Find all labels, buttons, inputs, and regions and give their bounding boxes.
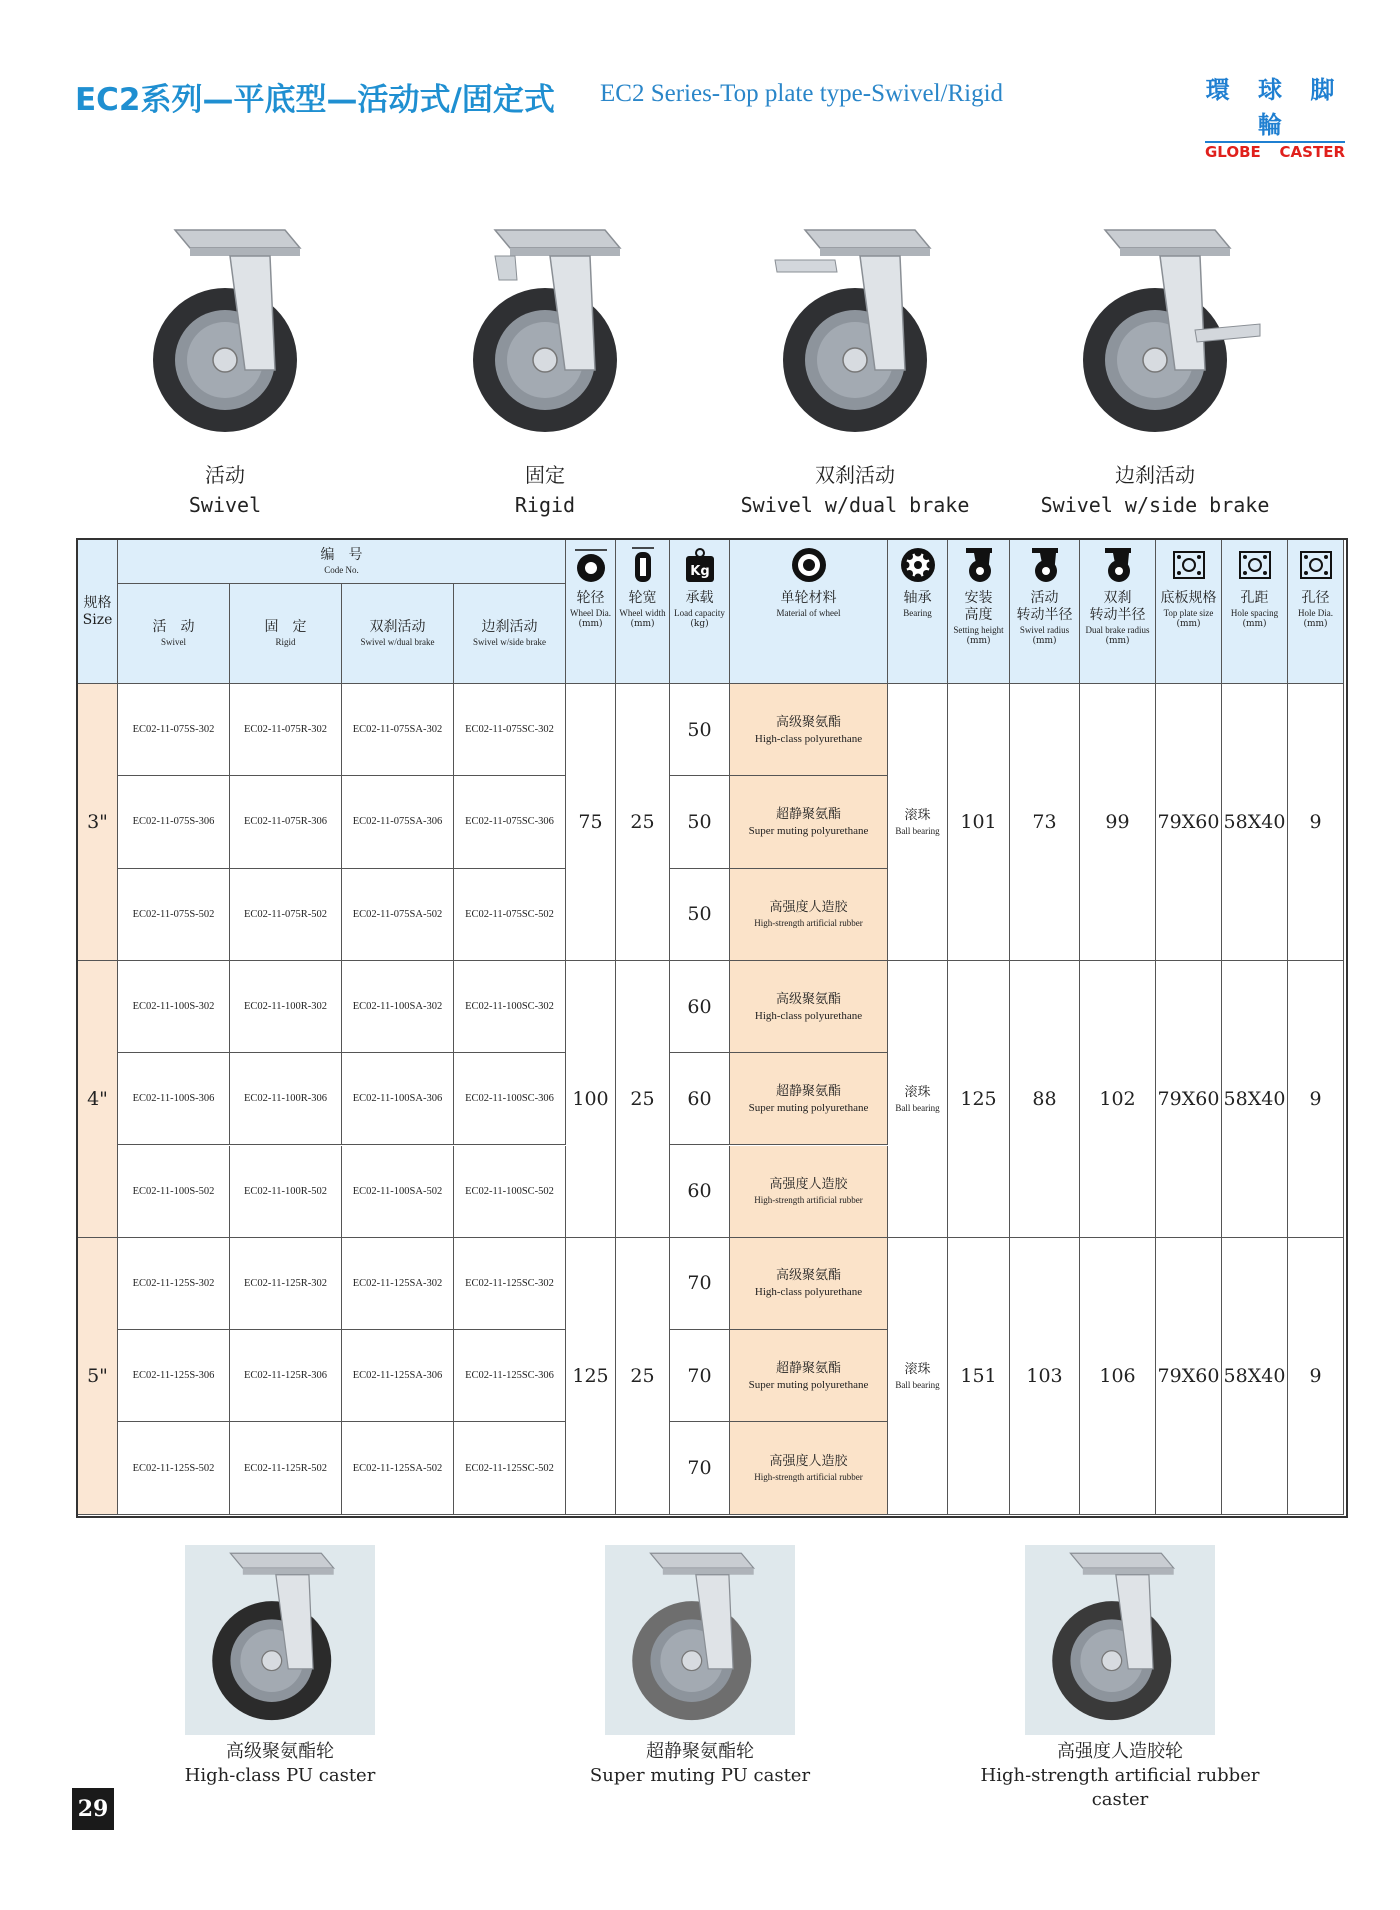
code-cell — [342, 1330, 454, 1422]
product-label-en: Swivel — [188, 493, 262, 517]
code-value: EC02-11-125R-302 — [243, 1277, 328, 1289]
material-cn: 高强度人造胶 — [769, 1177, 848, 1193]
spec-header-cn: 承载 — [685, 590, 714, 606]
spec-header-9 — [1156, 540, 1222, 684]
code-value: EC02-11-075R-306 — [243, 816, 328, 828]
code-value: EC02-11-100SC-302 — [465, 1001, 554, 1013]
wheel-label-en: Super muting PU caster — [589, 1765, 811, 1786]
bearing-en: Ball bearing — [895, 1379, 940, 1390]
spec-header-cn: 轮径 — [576, 590, 605, 606]
code-subheader-cn: 固 定 — [264, 619, 307, 635]
product-label — [705, 460, 1005, 520]
code-cell — [118, 1238, 230, 1330]
code-value: EC02-11-100S-502 — [132, 1185, 215, 1197]
product-photo-1 — [135, 220, 335, 450]
spec-header-en: Setting height — [953, 625, 1004, 635]
code-value: EC02-11-075S-502 — [132, 908, 215, 920]
dual-radius-cell — [1080, 1238, 1156, 1515]
hole-spacing-cell-value: 58X40 — [1223, 1087, 1286, 1110]
code-value: EC02-11-125SC-302 — [465, 1277, 554, 1289]
wheel-label-en: High-class PU caster — [184, 1765, 376, 1786]
code-value: EC02-11-125S-502 — [132, 1462, 215, 1474]
code-value: EC02-11-125SA-302 — [352, 1277, 443, 1289]
code-cell — [454, 1422, 566, 1514]
spec-header-cn: 单轮材料 — [780, 590, 837, 606]
code-cell — [230, 961, 342, 1053]
spec-header-4 — [730, 540, 888, 684]
material-cn: 高强度人造胶 — [769, 1454, 848, 1470]
setting-height-cell — [948, 684, 1010, 961]
code-cell — [342, 1238, 454, 1330]
bearing-cn: 滚珠 — [904, 807, 931, 823]
bearing-cn: 滚珠 — [904, 1084, 931, 1100]
wheel-width-cell — [616, 684, 670, 961]
product-label — [75, 460, 375, 520]
code-cell — [454, 1146, 566, 1238]
code-cell — [230, 1053, 342, 1145]
dual-radius-cell-value: 106 — [1099, 1364, 1136, 1387]
product-label-cn: 边刹活动 — [1115, 463, 1195, 487]
bearing-cell — [888, 684, 948, 961]
spec-header-en: Wheel width — [619, 608, 666, 618]
brand-name-en-1: GLOBE — [1205, 143, 1261, 161]
bearing-en: Ball bearing — [895, 825, 940, 836]
spec-header-unit: (mm) — [1032, 636, 1057, 646]
wheel-dia-cell — [566, 684, 616, 961]
wheel-width-icon — [622, 544, 664, 586]
product-label-en: Rigid — [514, 493, 576, 517]
wheel-photo-label — [540, 1740, 860, 1788]
spec-header-cn: 孔距 — [1240, 590, 1269, 606]
code-subheader-2 — [230, 584, 342, 684]
load-cell — [670, 1238, 730, 1330]
swivel-radius-cell — [1010, 684, 1080, 961]
code-value: EC02-11-100R-302 — [243, 1001, 328, 1013]
code-subheader-en: Swivel — [160, 637, 186, 647]
hole-spacing-cell-value: 58X40 — [1223, 810, 1286, 833]
spec-header-cn: 轴承 — [903, 590, 932, 606]
code-cell — [342, 1422, 454, 1514]
code-cell — [454, 869, 566, 961]
caster-illustration — [1025, 1545, 1215, 1735]
code-cell — [118, 684, 230, 776]
code-cell — [118, 1146, 230, 1238]
spec-header-en: Dual brake radius — [1085, 625, 1150, 635]
product-label-cn: 活动 — [205, 463, 245, 487]
code-subheader-1 — [118, 584, 230, 684]
setting-height-icon — [958, 544, 1000, 586]
spec-header-unit: (mm) — [1242, 619, 1267, 629]
material-cn: 高级聚氨酯 — [775, 1268, 841, 1284]
material-cn: 高强度人造胶 — [769, 900, 848, 916]
setting-height-cell-value: 151 — [960, 1364, 997, 1387]
code-cell — [454, 684, 566, 776]
hole-spacing-cell — [1222, 1238, 1288, 1515]
spec-header-1 — [566, 540, 616, 684]
wheel-width-cell-value: 25 — [630, 1364, 655, 1387]
page-number: 29 — [72, 1788, 114, 1830]
dual-radius-cell — [1080, 961, 1156, 1238]
code-cell — [342, 684, 454, 776]
code-cell — [342, 1053, 454, 1145]
code-header — [118, 540, 566, 584]
swivel-radius-cell — [1010, 961, 1080, 1238]
swivel-radius-cell — [1010, 1238, 1080, 1515]
load-cell — [670, 776, 730, 868]
hole-dia-cell — [1288, 1238, 1344, 1515]
load-value: 60 — [687, 995, 712, 1018]
code-value: EC02-11-075SA-306 — [352, 816, 443, 828]
wheel-dia-cell-value: 100 — [572, 1087, 609, 1110]
code-cell — [342, 869, 454, 961]
hole-dia-cell-value: 9 — [1309, 1087, 1322, 1110]
spec-header-unit: (mm) — [630, 619, 655, 629]
spec-table — [76, 538, 1348, 1518]
code-value: EC02-11-100R-306 — [243, 1093, 328, 1105]
material-en: High-strength artificial rubber — [754, 1472, 863, 1483]
dual-radius-cell-value: 99 — [1105, 810, 1130, 833]
code-header-en: Code No. — [324, 565, 359, 575]
product-photo-2 — [455, 220, 655, 450]
wheel-photo-2 — [605, 1545, 795, 1735]
plate-size-cell-value: 79X60 — [1157, 1364, 1220, 1387]
spec-header-en: Bearing — [903, 608, 932, 618]
wheel-width-cell — [616, 1238, 670, 1515]
code-value: EC02-11-125SC-306 — [465, 1370, 554, 1382]
product-label-en: Swivel w/dual brake — [740, 493, 970, 517]
plate-size-cell — [1156, 684, 1222, 961]
size-cell — [78, 1238, 118, 1515]
spec-header-en: Wheel Dia. — [570, 608, 611, 618]
page-title-cn: EC2系列—平底型—活动式/固定式 — [75, 82, 555, 118]
load-cell — [670, 1053, 730, 1145]
dual-radius-cell-value: 102 — [1099, 1087, 1136, 1110]
material-cell — [730, 869, 888, 961]
code-value: EC02-11-075SC-302 — [465, 724, 554, 736]
material-en: High-strength artificial rubber — [754, 918, 863, 929]
material-cell — [730, 684, 888, 776]
brand-logo — [1205, 70, 1345, 161]
material-en: High-class polyurethane — [754, 1286, 863, 1299]
product-label-cn: 固定 — [525, 463, 565, 487]
product-label-en: Swivel w/side brake — [1040, 493, 1270, 517]
bearing-cell — [888, 961, 948, 1238]
load-value: 50 — [687, 718, 712, 741]
setting-height-cell — [948, 1238, 1010, 1515]
spec-header-unit: (mm) — [578, 619, 603, 629]
material-cell — [730, 1238, 888, 1330]
bearing-cell — [888, 1238, 948, 1515]
code-cell — [118, 1330, 230, 1422]
product-photo-3 — [765, 220, 965, 450]
size-header-en: Size — [82, 611, 113, 628]
spec-header-en: Material of wheel — [776, 608, 841, 618]
load-value: 50 — [687, 903, 712, 926]
load-cell — [670, 961, 730, 1053]
spec-header-5 — [888, 540, 948, 684]
code-cell — [118, 776, 230, 868]
spec-header-8 — [1080, 540, 1156, 684]
material-cn: 高级聚氨酯 — [775, 991, 841, 1007]
bearing-cn: 滚珠 — [904, 1361, 931, 1377]
material-cn: 超静聚氨酯 — [775, 806, 841, 822]
spec-header-cn: 底板规格 — [1160, 590, 1217, 606]
plate-size-cell — [1156, 961, 1222, 1238]
size-cell — [78, 684, 118, 961]
wheel-material-icon — [788, 544, 830, 586]
code-cell — [230, 1146, 342, 1238]
wheel-dia-cell — [566, 1238, 616, 1515]
wheel-photo-label — [120, 1740, 440, 1788]
swivel-radius-cell-value: 103 — [1026, 1364, 1063, 1387]
spec-header-unit: (mm) — [1176, 619, 1201, 629]
code-cell — [454, 1330, 566, 1422]
setting-height-cell — [948, 961, 1010, 1238]
code-value: EC02-11-075R-502 — [243, 908, 328, 920]
code-subheader-cn: 双刹活动 — [369, 619, 426, 635]
material-cn: 超静聚氨酯 — [775, 1360, 841, 1376]
hole-dia-cell-value: 9 — [1309, 810, 1322, 833]
size-value: 3" — [87, 810, 108, 833]
product-label-cn: 双刹活动 — [815, 463, 895, 487]
product-label — [395, 460, 695, 520]
code-value: EC02-11-100SA-302 — [352, 1001, 443, 1013]
code-value: EC02-11-125S-306 — [132, 1370, 215, 1382]
hole-spacing-icon — [1234, 544, 1276, 586]
load-value: 50 — [687, 810, 712, 833]
wheel-diameter-icon — [570, 544, 612, 586]
material-cn: 高级聚氨酯 — [775, 714, 841, 730]
code-subheader-cn: 边刹活动 — [481, 619, 538, 635]
bearing-icon — [897, 544, 939, 586]
code-value: EC02-11-075S-306 — [132, 816, 215, 828]
spec-header-unit: (mm) — [966, 636, 991, 646]
wheel-dia-cell — [566, 961, 616, 1238]
brand-name-cn: 環 球 脚 輪 — [1205, 70, 1345, 143]
hole-dia-cell — [1288, 684, 1344, 961]
code-value: EC02-11-125SA-306 — [352, 1370, 443, 1382]
wheel-width-cell-value: 25 — [630, 1087, 655, 1110]
size-header-cn: 规格 — [83, 594, 112, 611]
code-value: EC02-11-075R-302 — [243, 724, 328, 736]
spec-header-6 — [948, 540, 1010, 684]
code-subheader-en: Swivel w/dual brake — [360, 637, 435, 647]
code-subheader-4 — [454, 584, 566, 684]
code-value: EC02-11-100S-302 — [132, 1001, 215, 1013]
spec-header-en: Load capacity — [674, 608, 725, 618]
swivel-radius-icon — [1024, 544, 1066, 586]
code-cell — [118, 1053, 230, 1145]
wheel-label-cn: 高强度人造胶轮 — [1057, 1741, 1183, 1762]
hole-spacing-cell-value: 58X40 — [1223, 1364, 1286, 1387]
load-value: 70 — [687, 1364, 712, 1387]
size-value: 5" — [87, 1364, 108, 1387]
spec-header-7 — [1010, 540, 1080, 684]
code-value: EC02-11-125R-502 — [243, 1462, 328, 1474]
dual-brake-radius-icon — [1097, 544, 1139, 586]
wheel-label-cn: 超静聚氨酯轮 — [646, 1741, 754, 1762]
code-value: EC02-11-075SC-502 — [465, 908, 554, 920]
code-value: EC02-11-100SA-306 — [352, 1093, 443, 1105]
material-cell — [730, 961, 888, 1053]
spec-header-unit: (mm) — [1303, 619, 1328, 629]
code-cell — [454, 1053, 566, 1145]
code-value: EC02-11-100SC-306 — [465, 1093, 554, 1105]
spec-header-unit: (kg) — [690, 619, 709, 629]
wheel-dia-cell-value: 75 — [578, 810, 603, 833]
spec-header-en: Top plate size — [1163, 608, 1214, 618]
dual-radius-cell — [1080, 684, 1156, 961]
spec-header-unit: (mm) — [1105, 636, 1130, 646]
code-value: EC02-11-100SA-502 — [352, 1185, 443, 1197]
size-cell — [78, 961, 118, 1238]
caster-illustration — [135, 220, 335, 450]
code-cell — [454, 776, 566, 868]
wheel-photo-3 — [1025, 1545, 1215, 1735]
load-cell — [670, 1330, 730, 1422]
caster-illustration — [765, 220, 965, 450]
code-subheader-en: Swivel w/side brake — [473, 637, 546, 647]
code-value: EC02-11-125SC-502 — [465, 1462, 554, 1474]
code-cell — [454, 961, 566, 1053]
code-value: EC02-11-100SC-502 — [465, 1185, 554, 1197]
material-en: High-class polyurethane — [754, 1009, 863, 1022]
spec-header-11 — [1288, 540, 1344, 684]
spec-header-2 — [616, 540, 670, 684]
code-value: EC02-11-075S-302 — [132, 724, 215, 736]
load-cell — [670, 869, 730, 961]
plate-size-cell-value: 79X60 — [1157, 1087, 1220, 1110]
spec-header-3 — [670, 540, 730, 684]
code-cell — [118, 869, 230, 961]
code-value: EC02-11-100R-502 — [243, 1185, 328, 1197]
wheel-photo-1 — [185, 1545, 375, 1735]
load-weight-icon — [679, 544, 721, 586]
caster-illustration — [455, 220, 655, 450]
hole-dia-cell — [1288, 961, 1344, 1238]
wheel-label-cn: 高级聚氨酯轮 — [226, 1741, 334, 1762]
code-cell — [118, 1422, 230, 1514]
wheel-photo-label — [960, 1740, 1280, 1812]
code-cell — [230, 869, 342, 961]
code-value: EC02-11-075SA-302 — [352, 724, 443, 736]
spec-header-cn: 轮宽 — [628, 590, 657, 606]
wheel-width-cell — [616, 961, 670, 1238]
wheel-dia-cell-value: 125 — [572, 1364, 609, 1387]
code-value: EC02-11-125S-302 — [132, 1277, 215, 1289]
hole-diameter-icon — [1295, 544, 1337, 586]
material-cn: 超静聚氨酯 — [775, 1083, 841, 1099]
material-en: Super muting polyurethane — [748, 824, 869, 837]
code-cell — [230, 1422, 342, 1514]
code-cell — [230, 1238, 342, 1330]
load-value: 60 — [687, 1087, 712, 1110]
caster-illustration — [605, 1545, 795, 1735]
code-value: EC02-11-075SA-502 — [352, 908, 443, 920]
svg-text:Kg: Kg — [689, 564, 710, 579]
top-plate-icon — [1168, 544, 1210, 586]
product-photo-4 — [1065, 220, 1265, 450]
hole-spacing-cell — [1222, 961, 1288, 1238]
load-cell — [670, 684, 730, 776]
code-subheader-en: Rigid — [275, 637, 296, 647]
material-cell — [730, 776, 888, 868]
code-cell — [342, 776, 454, 868]
hole-dia-cell-value: 9 — [1309, 1364, 1322, 1387]
load-cell — [670, 1422, 730, 1514]
swivel-radius-cell-value: 73 — [1032, 810, 1057, 833]
material-en: High-strength artificial rubber — [754, 1195, 863, 1206]
size-header — [78, 540, 118, 684]
code-cell — [342, 1146, 454, 1238]
size-value: 4" — [87, 1087, 108, 1110]
spec-header-en: Hole Dia. — [1298, 608, 1333, 618]
wheel-label-en: High-strength artificial rubber caster — [980, 1765, 1260, 1810]
load-value: 70 — [687, 1457, 712, 1480]
load-value: 60 — [687, 1180, 712, 1203]
code-value: EC02-11-100S-306 — [132, 1093, 215, 1105]
setting-height-cell-value: 101 — [960, 810, 997, 833]
product-label — [1005, 460, 1305, 520]
wheel-width-cell-value: 25 — [630, 810, 655, 833]
material-cell — [730, 1330, 888, 1422]
bearing-en: Ball bearing — [895, 1102, 940, 1113]
material-en: Super muting polyurethane — [748, 1378, 869, 1391]
code-cell — [230, 1330, 342, 1422]
load-value: 70 — [687, 1272, 712, 1295]
caster-illustration — [185, 1545, 375, 1735]
swivel-radius-cell-value: 88 — [1032, 1087, 1057, 1110]
material-en: High-class polyurethane — [754, 732, 863, 745]
material-cell — [730, 1053, 888, 1145]
material-cell — [730, 1422, 888, 1514]
plate-size-cell — [1156, 1238, 1222, 1515]
spec-header-cn: 双刹 转动半径 — [1089, 590, 1146, 623]
spec-header-en: Swivel radius — [1019, 625, 1070, 635]
setting-height-cell-value: 125 — [960, 1087, 997, 1110]
code-subheader-cn: 活 动 — [152, 619, 195, 635]
code-subheader-3 — [342, 584, 454, 684]
load-cell — [670, 1146, 730, 1238]
spec-header-cn: 孔径 — [1301, 590, 1330, 606]
page-title-en: EC2 Series-Top plate type-Swivel/Rigid — [600, 80, 1004, 107]
code-value: EC02-11-125SA-502 — [352, 1462, 443, 1474]
caster-illustration — [1065, 220, 1265, 450]
spec-header-10 — [1222, 540, 1288, 684]
code-cell — [230, 776, 342, 868]
spec-header-en: Hole spacing — [1230, 608, 1279, 618]
spec-header-cn: 活动 转动半径 — [1016, 590, 1073, 623]
code-cell — [454, 1238, 566, 1330]
code-cell — [230, 684, 342, 776]
hole-spacing-cell — [1222, 684, 1288, 961]
material-en: Super muting polyurethane — [748, 1101, 869, 1114]
brand-name-en-2: CASTER — [1279, 143, 1345, 161]
code-value: EC02-11-125R-306 — [243, 1370, 328, 1382]
plate-size-cell-value: 79X60 — [1157, 810, 1220, 833]
material-cell — [730, 1146, 888, 1238]
code-cell — [118, 961, 230, 1053]
code-cell — [342, 961, 454, 1053]
code-value: EC02-11-075SC-306 — [465, 816, 554, 828]
spec-header-cn: 安装 高度 — [964, 590, 993, 623]
code-header-cn: 编 号 — [320, 547, 363, 563]
